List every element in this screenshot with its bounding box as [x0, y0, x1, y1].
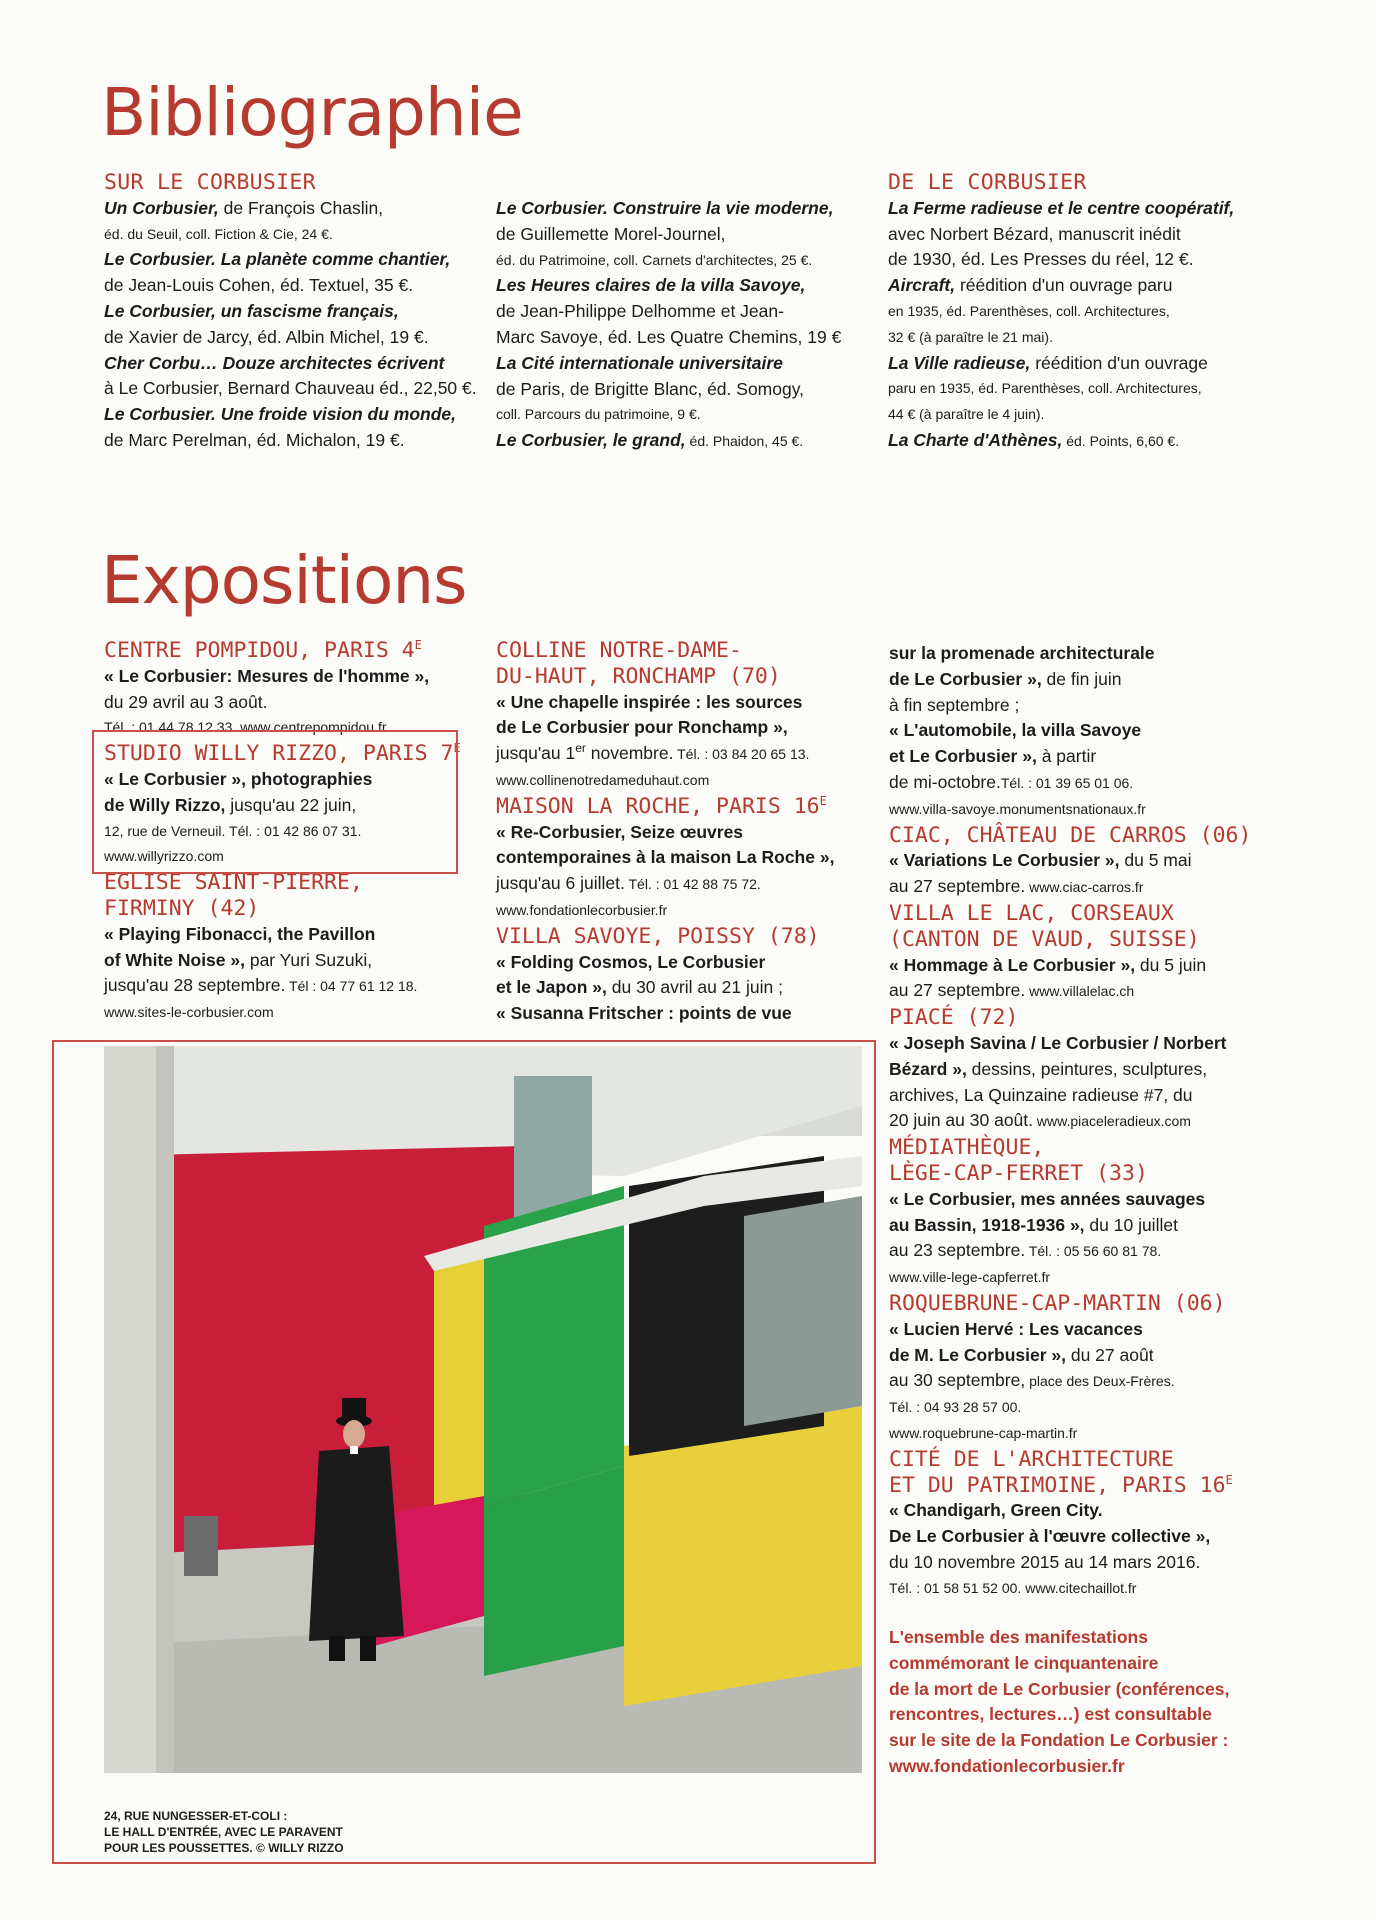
exhibition-description: archives, La Quinzaine radieuse #7, du	[889, 1084, 1193, 1105]
book-info: en 1935, éd. Parenthèses, coll. Architectures,	[888, 302, 1170, 319]
book-title: Le Corbusier, un fascisme français,	[104, 300, 399, 321]
exhibition-title: de M. Le Corbusier »,	[889, 1344, 1066, 1365]
exhibition-link[interactable]: www.ciac-carros.fr	[1025, 879, 1144, 896]
book-info: coll. Parcours du patrimoine, 9 €.	[496, 406, 701, 423]
exhibition-contact: Tél. : 01 44 78 12 33. www.centrepompidou.fr	[104, 719, 387, 736]
venue-heading: STUDIO WILLY RIZZO, PARIS $7^E$	[104, 741, 461, 767]
exhibition-dates: au 27 septembre.	[889, 876, 1026, 897]
promo-note	[889, 1625, 1269, 1780]
photo-illustration	[104, 1046, 862, 1773]
exhibition-address: place des Deux-Frères.	[1025, 1373, 1175, 1390]
book-title: Les Heures claires de la villa Savoye,	[496, 275, 806, 296]
book-info: de Jean-Louis Cohen, éd. Textuel, 35 €.	[104, 275, 414, 296]
venue-heading: ET DU PATRIMOINE, PARIS $16^E$	[889, 1472, 1233, 1498]
exhibition-link[interactable]: www.collinenotredameduhaut.com	[496, 771, 710, 788]
caption-line: 24, RUE NUNGESSER-ET-COLI :	[104, 1809, 288, 1823]
book-info: éd. Phaidon, 45 €.	[685, 433, 804, 450]
exhibition-title: « Le Corbusier », photographies	[104, 768, 373, 789]
promo-line: L'ensemble des manifestations	[889, 1627, 1148, 1647]
venue-heading: PIACÉ (72)	[889, 1005, 1019, 1031]
book-title: Cher Corbu… Douze architectes écrivent	[104, 352, 445, 373]
highlight-box-rizzo	[92, 730, 458, 874]
exhibition-link[interactable]: www.ville-lege-capferret.fr	[889, 1269, 1051, 1286]
exhibition-dates: au 30 septembre,	[889, 1370, 1026, 1391]
exhibition-description: dessins, peintures, sculptures,	[966, 1058, 1208, 1079]
promo-line: de la mort de Le Corbusier (conférences,	[889, 1678, 1230, 1699]
exhibition-dates: du 27 août	[1065, 1344, 1154, 1365]
exhibition-dates: au 23 septembre.	[889, 1240, 1026, 1261]
exhibition-link[interactable]: www.piaceleradieux.com	[1033, 1113, 1191, 1130]
exhibition-contact: Tél. : 03 84 20 65 13.	[673, 746, 810, 763]
exhibition-title: « Joseph Savina / Le Corbusier / Norbert	[889, 1032, 1227, 1053]
exhibition-title: « Le Corbusier, mes années sauvages	[889, 1188, 1206, 1209]
exhibition-link[interactable]: www.sites-le-corbusier.com	[104, 1004, 274, 1021]
exhibition-link[interactable]: www.roquebrune-cap-martin.fr	[889, 1424, 1078, 1441]
book-info: de Marc Perelman, éd. Michalon, 19 €.	[104, 429, 405, 450]
venue-heading: MÉDIATHÈQUE,	[889, 1135, 1045, 1161]
exhibition-title: de Le Corbusier »,	[889, 668, 1042, 689]
venue-heading: DU-HAUT, RONCHAMP (70)	[496, 663, 781, 689]
book-info: de Jean-Philippe Delhomme et Jean-	[496, 301, 784, 322]
book-title: Un Corbusier,	[104, 197, 219, 218]
book-info: réédition d'un ouvrage	[1030, 352, 1208, 373]
exhibition-title: de Le Corbusier pour Ronchamp »,	[496, 717, 788, 738]
biblio-de-heading: DE LE CORBUSIER	[888, 170, 1087, 195]
exhibition-title: « Lucien Hervé : Les vacances	[889, 1318, 1143, 1339]
exhibition-title: « Playing Fibonacci, the Pavillon	[104, 923, 376, 944]
book-title: Aircraft,	[888, 275, 956, 296]
exhibition-contact: 12, rue de Verneuil. Tél. : 01 42 86 07 31.	[104, 822, 362, 839]
venue-heading: VILLA LE LAC, CORSEAUX	[889, 900, 1174, 926]
exhibition-title: Bézard »,	[889, 1058, 967, 1079]
book-info: paru en 1935, éd. Parenthèses, coll. Architectures,	[888, 380, 1202, 397]
exhibition-title: « Le Corbusier: Mesures de l'homme »,	[104, 665, 430, 686]
book-title: La Cité internationale universitaire	[496, 352, 783, 373]
biblio-sur-heading: SUR LE CORBUSIER	[104, 170, 316, 195]
book-info: de 1930, éd. Les Presses du réel, 12 €.	[888, 249, 1194, 270]
exhibition-title: contemporaines à la maison La Roche »,	[496, 847, 835, 868]
exhibition-title: « Folding Cosmos, Le Corbusier	[496, 951, 766, 972]
exhibition-dates: à fin septembre ;	[889, 694, 1020, 715]
bibliographie-title: Bibliographie	[101, 74, 523, 151]
book-title: La Ville radieuse,	[888, 352, 1031, 373]
exhibition-contact: Tél. : 01 39 65 01 06.	[1000, 774, 1134, 791]
exhibition-title: of White Noise »,	[104, 949, 245, 970]
exhibition-contact: Tél : 04 77 61 12 18.	[285, 978, 418, 995]
exhibition-title: « Variations Le Corbusier »,	[889, 850, 1120, 871]
exhibition-dates: de fin juin	[1041, 668, 1122, 689]
venue-heading: EGLISE SAINT-PIERRE,	[104, 870, 363, 896]
venue-heading: ROQUEBRUNE-CAP-MARTIN (06)	[889, 1290, 1226, 1316]
venue-heading: MAISON LA ROCHE, PARIS $16^E$	[496, 793, 827, 819]
exhibition-dates: à partir	[1036, 746, 1097, 767]
exhibition-dates: de mi-octobre.	[889, 771, 1001, 792]
book-info: Marc Savoye, éd. Les Quatre Chemins, 19 €	[496, 326, 842, 347]
book-info: éd. du Seuil, coll. Fiction & Cie, 24 €.	[104, 225, 333, 242]
venue-heading: CITÉ DE L'ARCHITECTURE	[889, 1446, 1174, 1472]
venue-heading: FIRMINY (42)	[104, 895, 260, 921]
promo-line: rencontres, lectures…) est consultable	[889, 1704, 1212, 1725]
venue-heading: CIAC, CHÂTEAU DE CARROS (06)	[889, 822, 1252, 848]
biblio-col-2	[496, 196, 876, 455]
photo-caption	[104, 1808, 344, 1856]
venue-heading: LÈGE-CAP-FERRET (33)	[889, 1160, 1148, 1186]
exhibition-dates: 20 juin au 30 août.	[889, 1110, 1034, 1131]
promo-line: sur le site de la Fondation Le Corbusier :	[889, 1730, 1229, 1751]
exhibition-title: « Chandigarh, Green City.	[889, 1500, 1103, 1521]
exhibition-link[interactable]: www.willyrizzo.com	[104, 848, 224, 865]
exhibition-dates: jusqu'au 22 juin,	[225, 794, 357, 815]
exhibition-contact: Tél. : 04 93 28 57 00.	[889, 1399, 1022, 1416]
exhibition-link[interactable]: www.villalelac.ch	[1025, 983, 1135, 1000]
book-author: de François Chaslin,	[218, 197, 384, 218]
exhibition-dates: au 27 septembre.	[889, 980, 1026, 1001]
exhibition-title: « Susanna Fritscher : points de vue	[496, 1003, 792, 1024]
book-info: avec Norbert Bézard, manuscrit inédit	[888, 223, 1181, 244]
venue-heading: (CANTON DE VAUD, SUISSE)	[889, 926, 1200, 952]
caption-line: LE HALL D'ENTRÉE, AVEC LE PARAVENT	[104, 1825, 343, 1839]
book-info: éd. du Patrimoine, coll. Carnets d'architectes, 25 €.	[496, 251, 813, 268]
book-info: de Xavier de Jarcy, éd. Albin Michel, 19 €.	[104, 326, 429, 347]
promo-link[interactable]: www.fondationlecorbusier.fr	[889, 1755, 1125, 1776]
exhibition-title: De Le Corbusier à l'œuvre collective »,	[889, 1526, 1211, 1547]
exhibition-title: « Re-Corbusier, Seize œuvres	[496, 821, 744, 842]
book-info: 44 € (à paraître le 4 juin).	[888, 406, 1045, 423]
biblio-col-1	[104, 170, 484, 454]
exhibition-contact: Tél. : 05 56 60 81 78.	[1025, 1243, 1162, 1260]
book-info: réédition d'un ouvrage paru	[955, 275, 1173, 296]
exhibition-title: de Willy Rizzo,	[104, 794, 226, 815]
book-info: éd. Points, 6,60 €.	[1062, 432, 1180, 449]
exhibition-dates: jusqu'au 6 juillet.	[496, 873, 625, 894]
exhibition-dates: du 10 novembre 2015 au 14 mars 2016.	[889, 1551, 1201, 1572]
caption-line: POUR LES POUSSETTES. © WILLY RIZZO	[104, 1841, 344, 1855]
exhibition-title: et Le Corbusier »,	[889, 746, 1037, 767]
expo-col-3	[889, 641, 1289, 1601]
exhibition-title: au Bassin, 1918-1936 »,	[889, 1214, 1085, 1235]
book-title: La Charte d'Athènes,	[888, 429, 1063, 450]
exhibition-title: « L'automobile, la villa Savoye	[889, 720, 1142, 741]
exhibition-author: par Yuri Suzuki,	[244, 949, 373, 970]
exhibition-dates: du 10 juillet	[1084, 1214, 1178, 1235]
venue-heading: CENTRE POMPIDOU, PARIS $4^E$	[104, 637, 422, 663]
exhibition-dates: du 29 avril au 3 août.	[104, 691, 268, 712]
book-title: Le Corbusier. La planète comme chantier,	[104, 249, 451, 270]
exhibition-contact: Tél. : 01 58 51 52 00. www.citechaillot.fr	[889, 1579, 1137, 1596]
venue-heading: VILLA SAVOYE, POISSY (78)	[496, 923, 820, 949]
book-title: La Ferme radieuse et le centre coopératif,	[888, 197, 1235, 218]
book-title: Le Corbusier. Une froide vision du monde,	[104, 404, 456, 425]
book-title: Le Corbusier. Construire la vie moderne,	[496, 198, 834, 218]
exhibition-dates: du 5 juin	[1135, 954, 1207, 975]
exhibition-link[interactable]: www.fondationlecorbusier.fr	[496, 901, 668, 918]
biblio-col-3	[888, 170, 1288, 455]
venue-heading: COLLINE NOTRE-DAME-	[496, 638, 742, 663]
book-info: de Guillemette Morel-Journel,	[496, 223, 726, 244]
exhibition-contact: Tél. : 01 42 88 75 72.	[624, 876, 761, 893]
book-info: à Le Corbusier, Bernard Chauveau éd., 22,50 €.	[104, 378, 477, 399]
expo-col-2	[496, 638, 876, 1027]
photo-hall-entree	[104, 1046, 862, 1773]
exhibition-dates: du 30 avril au 21 juin ;	[606, 977, 783, 998]
expositions-title: Expositions	[101, 542, 467, 619]
book-info: 32 € (à paraître le 21 mai).	[888, 328, 1053, 345]
exhibition-title: sur la promenade architecturale	[889, 643, 1155, 663]
book-info: de Paris, de Brigitte Blanc, éd. Somogy,	[496, 378, 805, 399]
exhibition-dates: jusqu'au 1er novembre.	[496, 741, 674, 764]
promo-line: commémorant le cinquantenaire	[889, 1652, 1159, 1673]
exhibition-link[interactable]: www.villa-savoye.monumentsnationaux.fr	[889, 800, 1146, 817]
book-title: Le Corbusier, le grand,	[496, 430, 686, 451]
exhibition-title: et le Japon »,	[496, 977, 607, 998]
exhibition-dates: jusqu'au 28 septembre.	[104, 975, 286, 996]
exhibition-title: « Une chapelle inspirée : les sources	[496, 691, 803, 712]
exhibition-title: « Hommage à Le Corbusier »,	[889, 954, 1136, 975]
exhibition-dates: du 5 mai	[1119, 850, 1192, 871]
